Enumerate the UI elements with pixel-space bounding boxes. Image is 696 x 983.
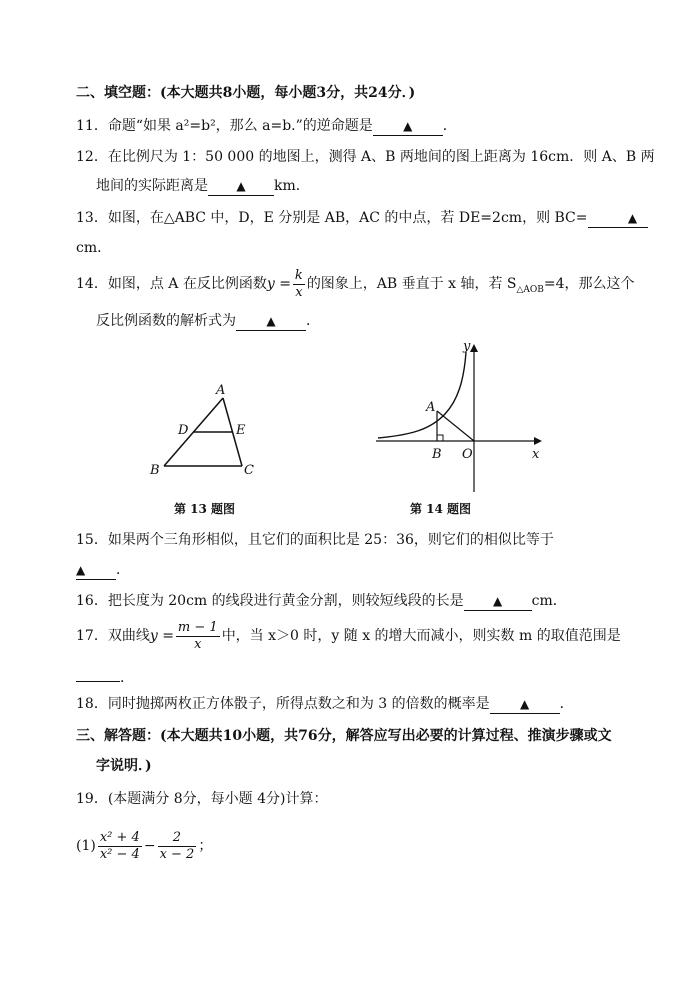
q19-frac1-den: x² − 4	[99, 846, 140, 862]
q19-fraction-2	[158, 830, 197, 863]
q12-text: 地间的实际距离是	[96, 178, 208, 194]
fig14-label-o: O	[462, 447, 473, 462]
q17-fraction	[176, 620, 220, 653]
question-19: 19．(本题满分 8分，每小题 4分)计算：	[76, 791, 328, 807]
section3-heading-line2: 字说明．)	[96, 758, 152, 774]
q14-suffix-b: =4，那么这个	[543, 276, 635, 292]
figure-13-triangle	[140, 378, 270, 478]
triangle-marker-icon: ▲	[627, 211, 638, 225]
q14-answer-blank[interactable]	[236, 313, 306, 331]
question-12-line2	[96, 176, 310, 196]
fig13-label-c: C	[244, 463, 254, 478]
q15-end: ．	[116, 562, 130, 578]
q17-prefix: 17．双曲线	[76, 628, 150, 644]
question-11	[76, 116, 457, 136]
fig14-label-a: A	[426, 400, 436, 415]
q17-end: ．	[120, 670, 134, 686]
q14-fraction	[293, 268, 305, 301]
section2-heading: 二、填空题：(本大题共8小题，每小题3分，共24分．)	[76, 85, 416, 101]
q19-frac2-num: 2	[158, 830, 197, 847]
question-14-line1	[76, 266, 635, 308]
fig13-label-d: D	[178, 423, 189, 438]
fig13-label-e: E	[236, 423, 246, 438]
figure-14-caption: 第 14 题图	[410, 502, 472, 516]
question-19-part1	[76, 826, 212, 866]
figure-14-graph	[370, 338, 550, 496]
q14-suffix-a: 的图象上，AB 垂直于 x 轴，若 S	[306, 276, 517, 292]
triangle-marker-icon: ▲	[76, 563, 86, 577]
section3-heading-line1: 三、解答题：(本大题共10小题，共76分，解答应写出必要的计算过程、推演步骤或文	[76, 728, 612, 744]
q18-text: 18．同时抛掷两枚正方体骰子，所得点数之和为 3 的倍数的概率是	[76, 696, 490, 712]
fig14-x-arrow-icon	[534, 437, 542, 445]
q18-end: ．	[559, 696, 574, 712]
fig14-label-x: x	[532, 447, 540, 462]
triangle-marker-icon: ▲	[493, 594, 503, 608]
fig14-label-b: B	[432, 447, 442, 462]
triangle-marker-icon: ▲	[266, 314, 276, 328]
q12-answer-blank[interactable]	[208, 178, 274, 196]
question-13-line2: cm．	[76, 240, 112, 256]
fig14-right-angle-mark	[437, 435, 443, 441]
fig13-label-a: A	[216, 383, 226, 398]
q11-text: 11．命题“如果 a²=b²，那么 a=b.”的逆命题是	[76, 118, 373, 134]
q14-prefix: 14．如图，点 A 在反比例函数	[76, 276, 267, 292]
fig14-label-y: y	[463, 339, 471, 354]
q14-y-eq: y =	[266, 276, 291, 292]
q19-minus: −	[143, 838, 156, 854]
q11-end: ．	[442, 118, 457, 134]
q14-frac-num: k	[294, 267, 303, 283]
q14-end: ．	[306, 313, 320, 329]
question-17-line1	[76, 618, 621, 654]
q17-y-eq: y =	[149, 628, 174, 644]
q17-frac-den: x	[194, 636, 202, 652]
fig14-hyperbola-curve	[378, 352, 466, 438]
question-17-line2	[76, 664, 134, 688]
q13-text: 13．如图，在△ABC 中，D，E 分别是 AB，AC 的中点，若 DE=2cm，则 BC=	[76, 210, 588, 226]
fig14-y-arrow-icon	[470, 344, 478, 352]
question-15-line1: 15．如果两个三角形相似，且它们的面积比是 25：36，则它们的相似比等于	[76, 532, 554, 548]
question-12-line1: 12．在比例尺为 1：50 000 的地图上，测得 A、B 两地间的图上距离为 16cm．则 A、B 两	[76, 149, 655, 165]
q11-answer-blank[interactable]	[373, 118, 443, 136]
q19-frac1-num: x² + 4	[99, 829, 140, 845]
q18-answer-blank[interactable]	[490, 696, 560, 714]
q19-fraction-1	[98, 830, 142, 863]
q16-end: cm．	[531, 593, 567, 609]
q19-part1-label: (1)	[76, 838, 96, 854]
q19-frac2-den: x − 2	[159, 846, 195, 862]
q13-answer-blank[interactable]	[588, 210, 648, 228]
q15-answer-blank[interactable]	[76, 562, 116, 580]
q16-answer-blank[interactable]	[464, 593, 532, 611]
figure-13-caption: 第 13 题图	[174, 502, 236, 516]
question-13-line1	[76, 208, 648, 228]
triangle-marker-icon: ▲	[236, 179, 246, 193]
q17-suffix: 中，当 x＞0 时，y 随 x 的增大而减小，则实数 m 的取值范围是	[221, 628, 621, 644]
q17-answer-blank[interactable]	[76, 664, 120, 682]
question-16	[76, 591, 567, 611]
question-18	[76, 694, 574, 714]
triangle-marker-icon: ▲	[403, 119, 413, 133]
question-14-line2	[96, 311, 320, 331]
q16-text: 16．把长度为 20cm 的线段进行黄金分割，则较短线段的长是	[76, 593, 464, 609]
q14-frac-den: x	[295, 284, 303, 300]
triangle-marker-icon: ▲	[520, 697, 530, 711]
fig13-label-b: B	[150, 463, 160, 478]
q19-end: ；	[198, 838, 213, 854]
q12-end: km．	[274, 178, 310, 194]
question-15-line2	[76, 560, 130, 580]
q14-subscript: △AOB	[516, 284, 544, 295]
q17-frac-num: m − 1	[177, 619, 218, 635]
q14-text: 反比例函数的解析式为	[96, 313, 236, 329]
